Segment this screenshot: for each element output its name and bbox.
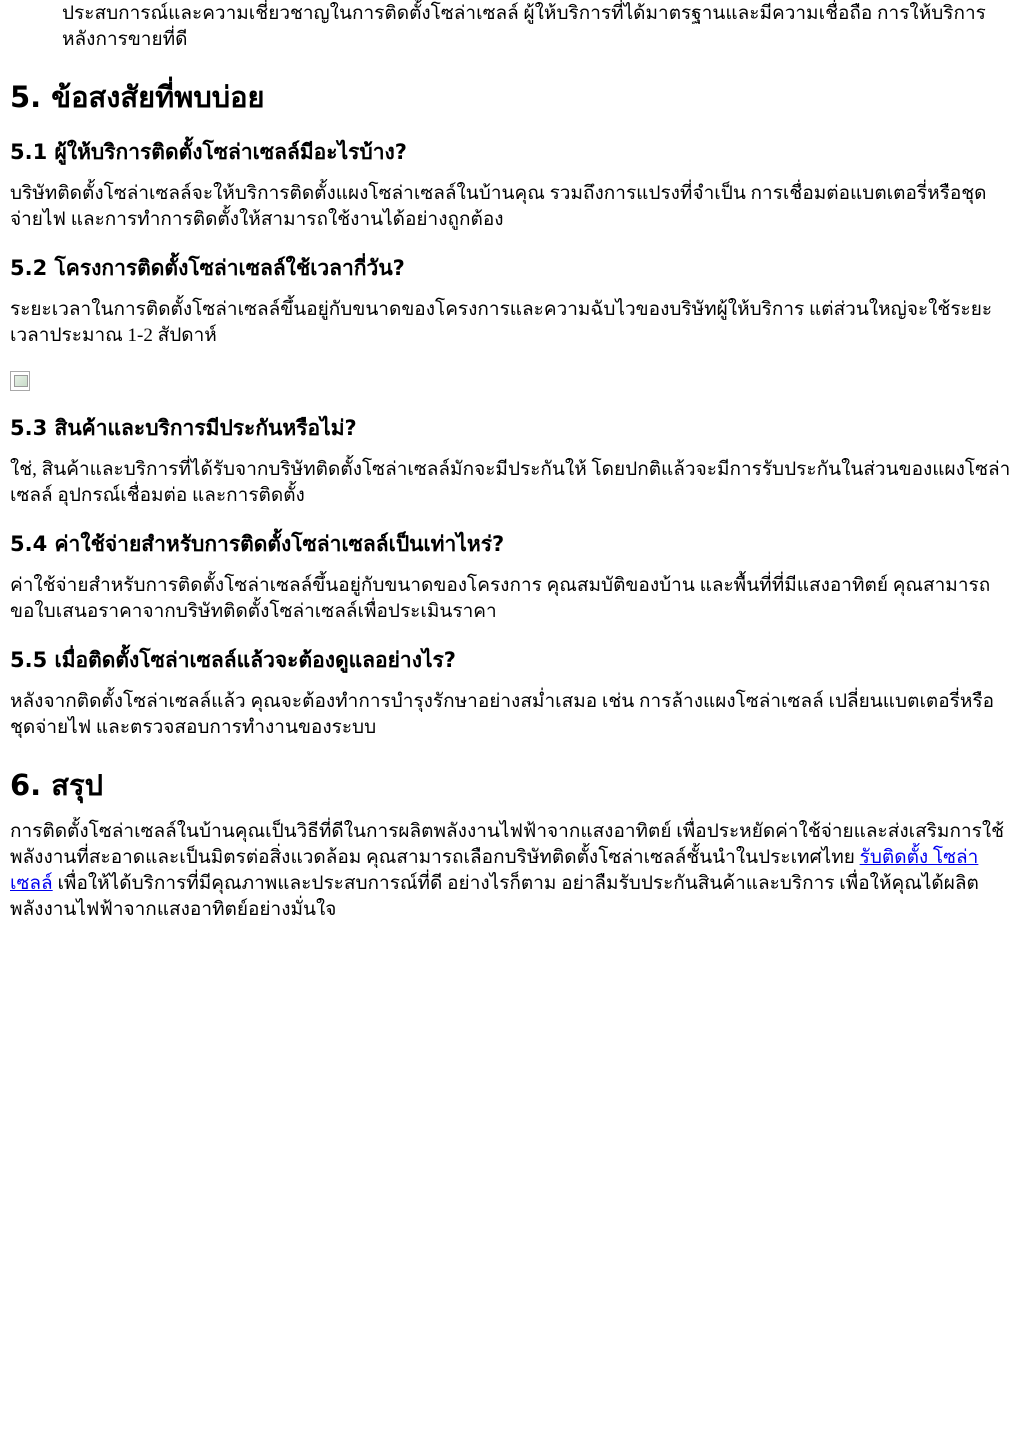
faq-question-4: 5.4 ค่าใช้จ่ายสำหรับการติดตั้งโซล่าเซลล์เป็นเท่าไหร่? (10, 532, 505, 556)
summary-section (10, 765, 1014, 923)
faq-question-5: 5.5 เมื่อติดตั้งโซล่าเซลล์แล้วจะต้องดูแลอย่างไร? (10, 648, 456, 672)
faq-answer-5: หลังจากติดตั้งโซล่าเซลล์แล้ว คุณจะต้องทำการบำรุงรักษาอย่างสม่ำเสมอ เช่น การล้างแผงโซล่าเซลล์ เปลี่ยนแบตเตอรี่หรือชุดจ่ายไฟ และตรวจสอบการทำงานของระบบ (10, 691, 995, 738)
summary-paragraph (10, 819, 1014, 923)
intro-text: ประสบการณ์และความเชี่ยวชาญในการติดตั้งโซล่าเซลล์ ผู้ให้บริการที่ได้มาตรฐานและมีความเชื่อถือ การให้บริการหลังการขายที่ดี (62, 3, 986, 50)
intro-list-item (62, 0, 1014, 53)
faq-answer-4: ค่าใช้จ่ายสำหรับการติดตั้งโซล่าเซลล์ขึ้นอยู่กับขนาดของโครงการ คุณสมบัติของบ้าน และพื้นที่ที่มีแสงอาทิตย์ คุณสามารถขอใบเสนอราคาจากบริษัทติดตั้งโซล่าเซลล์เพื่อประเมินราคา (10, 575, 991, 622)
faq-heading: 5. ข้อสงสัยที่พบบ่อย (10, 80, 265, 114)
solar-install-link[interactable]: รับติดตั้ง โซล่าเซลล์ (10, 847, 979, 894)
faq-question-2: 5.2 โครงการติดตั้งโซล่าเซลล์ใช้เวลากี่วัน? (10, 256, 405, 280)
faq-answer-1: บริษัทติดตั้งโซล่าเซลล์จะให้บริการติดตั้งแผงโซล่าเซลล์ในบ้านคุณ รวมถึงการแปรงที่จำเป็น การเชื่อมต่อแบตเตอรี่หรือชุดจ่ายไฟ และการทำการติดตั้งให้สามารถใช้งานได้อย่างถูกต้อง (10, 183, 987, 230)
faq-section (10, 77, 1014, 741)
summary-text-after: เพื่อให้ได้บริการที่มีคุณภาพและประสบการณ์ที่ดี อย่างไรก็ตาม อย่าลืมรับประกันสินค้าและบริการ เพื่อให้คุณได้ผลิตพลังงานไฟฟ้าจากแสงอาทิตย์อย่างมั่นใจ (10, 873, 979, 920)
summary-text-before: การติดตั้งโซล่าเซลล์ในบ้านคุณเป็นวิธีที่ดีในการผลิตพลังงานไฟฟ้าจากแสงอาทิตย์ เพื่อประหยัดค่าใช้จ่ายและส่งเสริมการใช้พลังงานที่สะอาดและเป็นมิตรต่อสิ่งแวดล้อม คุณสามารถเลือกบริษัทติดตั้งโซล่าเซลล์ชั้นนำในประเทศไทย (10, 821, 1004, 868)
faq-question-1: 5.1 ผู้ให้บริการติดตั้งโซล่าเซลล์มีอะไรบ้าง? (10, 140, 407, 164)
faq-answer-2: ระยะเวลาในการติดตั้งโซล่าเซลล์ขึ้นอยู่กับขนาดของโครงการและความฉับไวของบริษัทผู้ให้บริการ แต่ส่วนใหญ่จะใช้ระยะเวลาประมาณ 1-2 สัปดาห์ (10, 299, 993, 346)
faq-question-3: 5.3 สินค้าและบริการมีประกันหรือไม่? (10, 416, 357, 440)
summary-heading: 6. สรุป (10, 768, 103, 802)
broken-image-placeholder (10, 371, 30, 391)
faq-answer-3: ใช่, สินค้าและบริการที่ได้รับจากบริษัทติดตั้งโซล่าเซลล์มักจะมีประกันให้ โดยปกติแล้วจะมีการรับประกันในส่วนของแผงโซล่าเซลล์ อุปกรณ์เชื่อมต่อ และการติดตั้ง (10, 459, 1011, 506)
